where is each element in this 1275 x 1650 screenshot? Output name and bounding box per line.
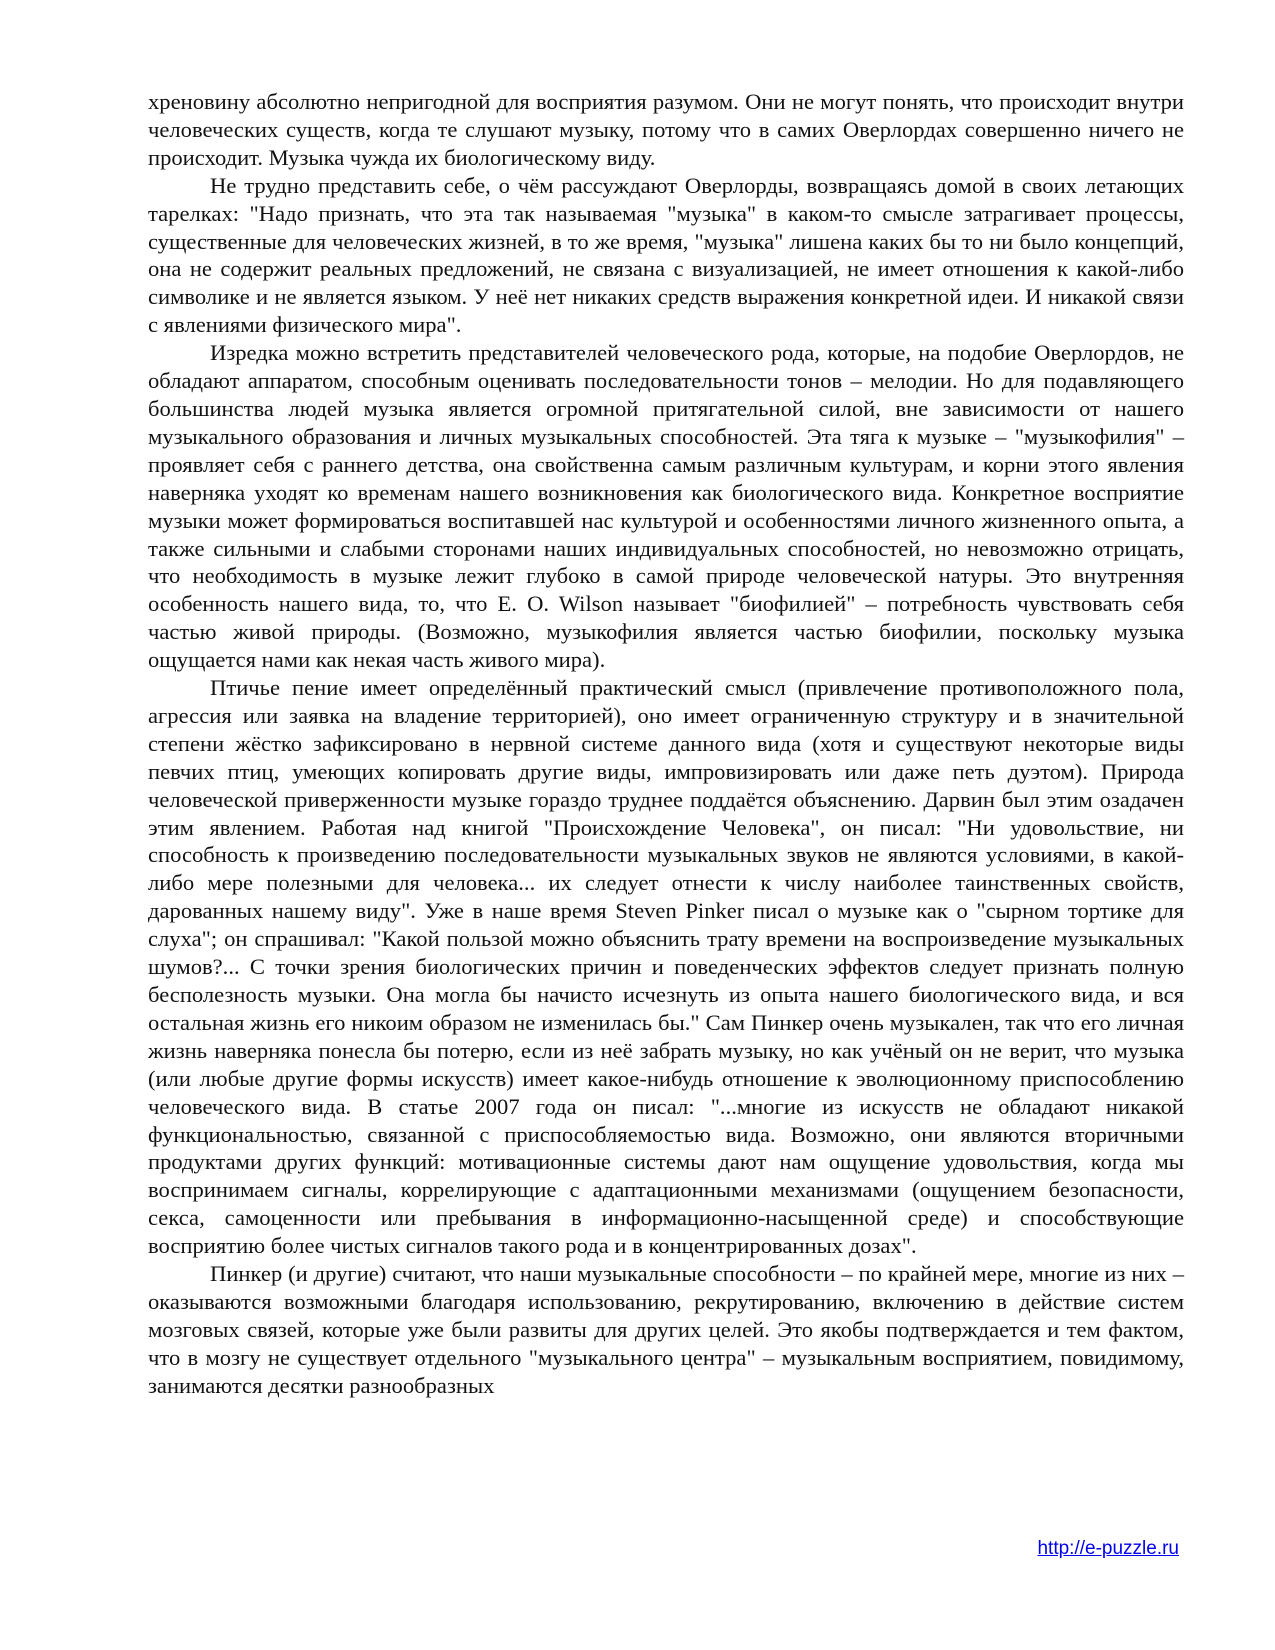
paragraph-4: Птичье пение имеет определённый практический смысл (привлечение противоположного пола, агрессия или заявка на владение территорией), оно имеет ограниченную структуру и в значительной степени жёстко зафиксировано в нервной системе данного вида (хотя и существуют некоторые виды певчих птиц, умеющих копировать другие виды, импровизировать или даже петь дуэтом). Природа человеческой приверженности музыке гораздо труднее поддаётся объяснению. Дарвин был этим озадачен этим явлением. Работая над книгой "Происхождение Человека", он писал: "Ни удовольствие, ни способность к произведению последовательности музыкальных звуков не являются условиями, в какой-либо мере полезными для человека... их следует отнести к числу наиболее таинственных свойств, дарованных нашему виду". Уже в наше время Steven Pinker писал о музыке как о "сырном тортике для слуха"; он спрашивал: "Какой пользой можно объяснить трату времени на воспроизведение музыкальных шумов?... С точки зрения биологических причин и поведенческих эффектов следует признать полную бесполезность музыки. Она могла бы начисто исчезнуть из опыта нашего биологического вида, и вся остальная жизнь его никоим образом не изменилась бы." Сам Пинкер очень музыкален, так что его личная жизнь наверняка понесла бы потерю, если из неё забрать музыку, но как учёный он не верит, что музыка (или любые другие формы искусств) имеет какое-нибудь отношение к эволюционному приспособлению человеческого вида. В статье 2007 года он писал: "...многие из искусств не обладают никакой функциональностью, связанной с приспособляемостью вида. Возможно, они являются вторичными продуктами других функций: мотивационные системы дают нам ощущение удовольствия, когда мы воспринимаем сигналы, коррелирующие с адаптационными механизмами (ощущением безопасности, секса, самоценности или пребывания в информационно-насыщенной среде) и способствующие восприятию более чистых сигналов такого рода и в концентрированных дозах". xyxy=(148,675,1184,1259)
paragraph-1: хреновину абсолютно непригодной для восприятия разумом. Они не могут понять, что происходит внутри человеческих существ, когда те слушают музыку, потому что в самих Оверлордах совершенно ничего не происходит. Музыка чужда их биологическому виду. xyxy=(148,89,1184,170)
paragraph-2: Не трудно представить себе, о чём рассуждают Оверлорды, возвращаясь домой в своих летающих тарелках: "Надо признать, что эта так называемая "музыка" в каком-то смысле затрагивает процессы, существенные для человеческих жизней, в то же время, "музыка" лишена каких бы то ни было концепций, она не содержит реальных предложений, не связана с визуализацией, не имеет отношения к какой-либо символике и не является языком. У неё нет никаких средств выражения конкретной идеи. И никакой связи с явлениями физического мира". xyxy=(148,172,1184,338)
paragraph-3: Изредка можно встретить представителей человеческого рода, которые, на подобие Оверлордов, не обладают аппаратом, способным оценивать последовательности тонов – мелодии. Но для подавляющего большинства людей музыка является огромной притягательной силой, вне зависимости от нашего музыкального образования и личных музыкальных способностей. Эта тяга к музыке – "музыкофилия" – проявляет себя с раннего детства, она свойственна самым различным культурам, и корни этого явления наверняка уходят ко временам нашего возникновения как биологического вида. Конкретное восприятие музыки может формироваться воспитавшей нас культурой и особенностями личного жизненного опыта, а также сильными и слабыми сторонами наших индивидуальных способностей, но невозможно отрицать, что необходимость в музыке лежит глубоко в самой природе человеческой натуры. Это внутренняя особенность нашего вида, то, что E. O. Wilson называет "биофилией" – потребность чувствовать себя частью живой природы. (Возможно, музыкофилия является частью биофилии, поскольку музыка ощущается нами как некая часть живого мира). xyxy=(148,340,1184,673)
body-text xyxy=(148,88,1184,1400)
footer-site-link[interactable]: http://e-puzzle.ru xyxy=(1037,1538,1179,1559)
paragraph-5: Пинкер (и другие) считают, что наши музыкальные способности – по крайней мере, многие из них – оказываются возможными благодаря использованию, рекрутированию, включению в действие систем мозговых связей, которые уже были развиты для других целей. Это якобы подтверждается и тем фактом, что в мозгу не существует отдельного "музыкального центра" – музыкальным восприятием, повидимому, занимаются десятки разнообразных xyxy=(148,1261,1184,1398)
